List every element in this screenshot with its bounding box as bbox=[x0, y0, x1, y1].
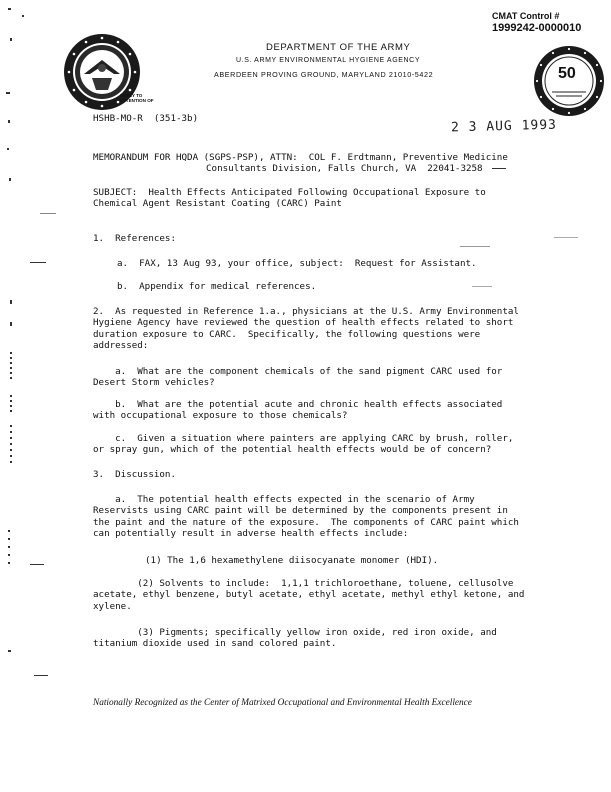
para-3a-line: a. The potential health effects expected in the scenario of Army bbox=[93, 494, 475, 505]
office-symbol: HSHB-MO-R (351-3b) bbox=[93, 113, 199, 124]
cmat-control-label: CMAT Control # bbox=[492, 11, 560, 21]
para-1a: a. FAX, 13 Aug 93, your office, subject: Request for Assistant. bbox=[117, 258, 477, 269]
scan-speck bbox=[8, 120, 10, 123]
para-3a-1: (1) The 1,6 hexamethylene diisocyanate monomer (HDI). bbox=[145, 555, 439, 566]
scan-speck bbox=[6, 92, 10, 94]
para-3a bbox=[93, 494, 519, 540]
para-2 bbox=[93, 306, 519, 352]
para-3a-line: Reservists using CARC paint will be determined by the components present in bbox=[93, 505, 508, 517]
scan-dash bbox=[554, 237, 578, 238]
para-2c-line: c. Given a situation where painters are applying CARC by brush, roller, bbox=[93, 433, 514, 444]
anniversary-seal-number: 50 bbox=[558, 65, 576, 82]
para-3a-2-line: xylene. bbox=[93, 600, 132, 612]
para-1b: b. Appendix for medical references. bbox=[117, 281, 317, 292]
attention-of-line: ATTENTION OF bbox=[120, 98, 154, 103]
para-3a-3-line: (3) Pigments; specifically yellow iron oxide, red iron oxide, and bbox=[93, 627, 497, 638]
para-2a-line: Desert Storm vehicles? bbox=[93, 377, 215, 389]
scan-dash bbox=[30, 262, 46, 263]
para-2a-line: a. What are the component chemicals of the sand pigment CARC used for bbox=[93, 366, 503, 377]
para-2c bbox=[93, 433, 513, 456]
para-2-line: 2. As requested in Reference 1.a., physicians at the U.S. Army Environmental bbox=[93, 306, 519, 317]
reply-to-line: REPLY TO bbox=[120, 93, 143, 98]
scan-dash bbox=[460, 246, 490, 247]
scan-speck bbox=[10, 38, 12, 41]
scan-speck bbox=[8, 650, 11, 652]
scan-speck bbox=[8, 8, 11, 10]
scan-dash bbox=[472, 286, 492, 287]
para-2-line: addressed: bbox=[93, 340, 149, 352]
para-2-line: Hygiene Agency have reviewed the question of health effects related to short bbox=[93, 317, 514, 329]
para-3a-2-line: acetate, ethyl benzene, butyl acetate, ethyl acetate, methyl ethyl ketone, and bbox=[93, 589, 525, 601]
subject-line1: SUBJECT: Health Effects Anticipated Following Occupational Exposure to bbox=[93, 187, 486, 198]
scan-speck bbox=[10, 300, 12, 304]
scan-speck bbox=[9, 178, 11, 181]
para-3a-line: can potentially result in adverse health effects include: bbox=[93, 528, 409, 540]
scan-dash bbox=[30, 564, 44, 565]
scan-dotted-edge bbox=[8, 530, 10, 570]
para-3a-2-line: (2) Solvents to include: 1,1,1 trichloroethane, toluene, cellusolve bbox=[93, 578, 514, 589]
scan-speck bbox=[10, 322, 12, 326]
memo-for-line2: Consultants Division, Falls Church, VA 22041-3258 bbox=[206, 163, 483, 174]
scan-dash bbox=[40, 213, 56, 214]
cmat-control-number: 1999242-0000010 bbox=[492, 22, 582, 34]
footer-motto: Nationally Recognized as the Center of Matrixed Occupational and Environmental Health Excellence bbox=[93, 698, 472, 708]
para-2b-line: with occupational exposure to those chemicals? bbox=[93, 410, 348, 422]
letterhead-address: ABERDEEN PROVING GROUND, MARYLAND 21010-5422 bbox=[214, 70, 434, 79]
date-stamp: 2 3 AUG 1993 bbox=[450, 117, 558, 136]
scan-dotted-edge bbox=[10, 352, 12, 382]
para-3a-2 bbox=[93, 578, 524, 612]
para-2b bbox=[93, 399, 502, 422]
letterhead-department: DEPARTMENT OF THE ARMY bbox=[266, 42, 411, 53]
scan-dash bbox=[34, 675, 48, 676]
scan-dotted-edge bbox=[10, 395, 12, 415]
para-2c-line: or spray gun, which of the potential health effects would be of concern? bbox=[93, 444, 492, 456]
para-3a-3 bbox=[93, 627, 497, 650]
para-1-heading: 1. References: bbox=[93, 233, 176, 244]
para-3a-line: the paint and the nature of the exposure. The components of CARC paint which bbox=[93, 516, 519, 528]
scan-speck bbox=[7, 148, 9, 150]
para-3a-3-line: titanium dioxide used in sand colored paint. bbox=[93, 638, 337, 650]
scan-speck bbox=[22, 15, 24, 17]
reply-to-label bbox=[120, 93, 154, 103]
subject-line2: Chemical Agent Resistant Coating (CARC) Paint bbox=[93, 198, 342, 209]
scan-dotted-edge bbox=[10, 425, 12, 465]
para-2b-line: b. What are the potential acute and chronic health effects associated bbox=[93, 399, 503, 410]
para-2-line: duration exposure to CARC. Specifically, the following questions were bbox=[93, 328, 481, 340]
para-3-heading: 3. Discussion. bbox=[93, 469, 176, 480]
para-2a bbox=[93, 366, 502, 389]
memo-for-line1: MEMORANDUM FOR HQDA (SGPS-PSP), ATTN: COL F. Erdtmann, Preventive Medicine bbox=[93, 152, 508, 163]
scan-dash bbox=[492, 168, 506, 169]
letterhead-agency: U.S. ARMY ENVIRONMENTAL HYGIENE AGENCY bbox=[236, 57, 421, 64]
